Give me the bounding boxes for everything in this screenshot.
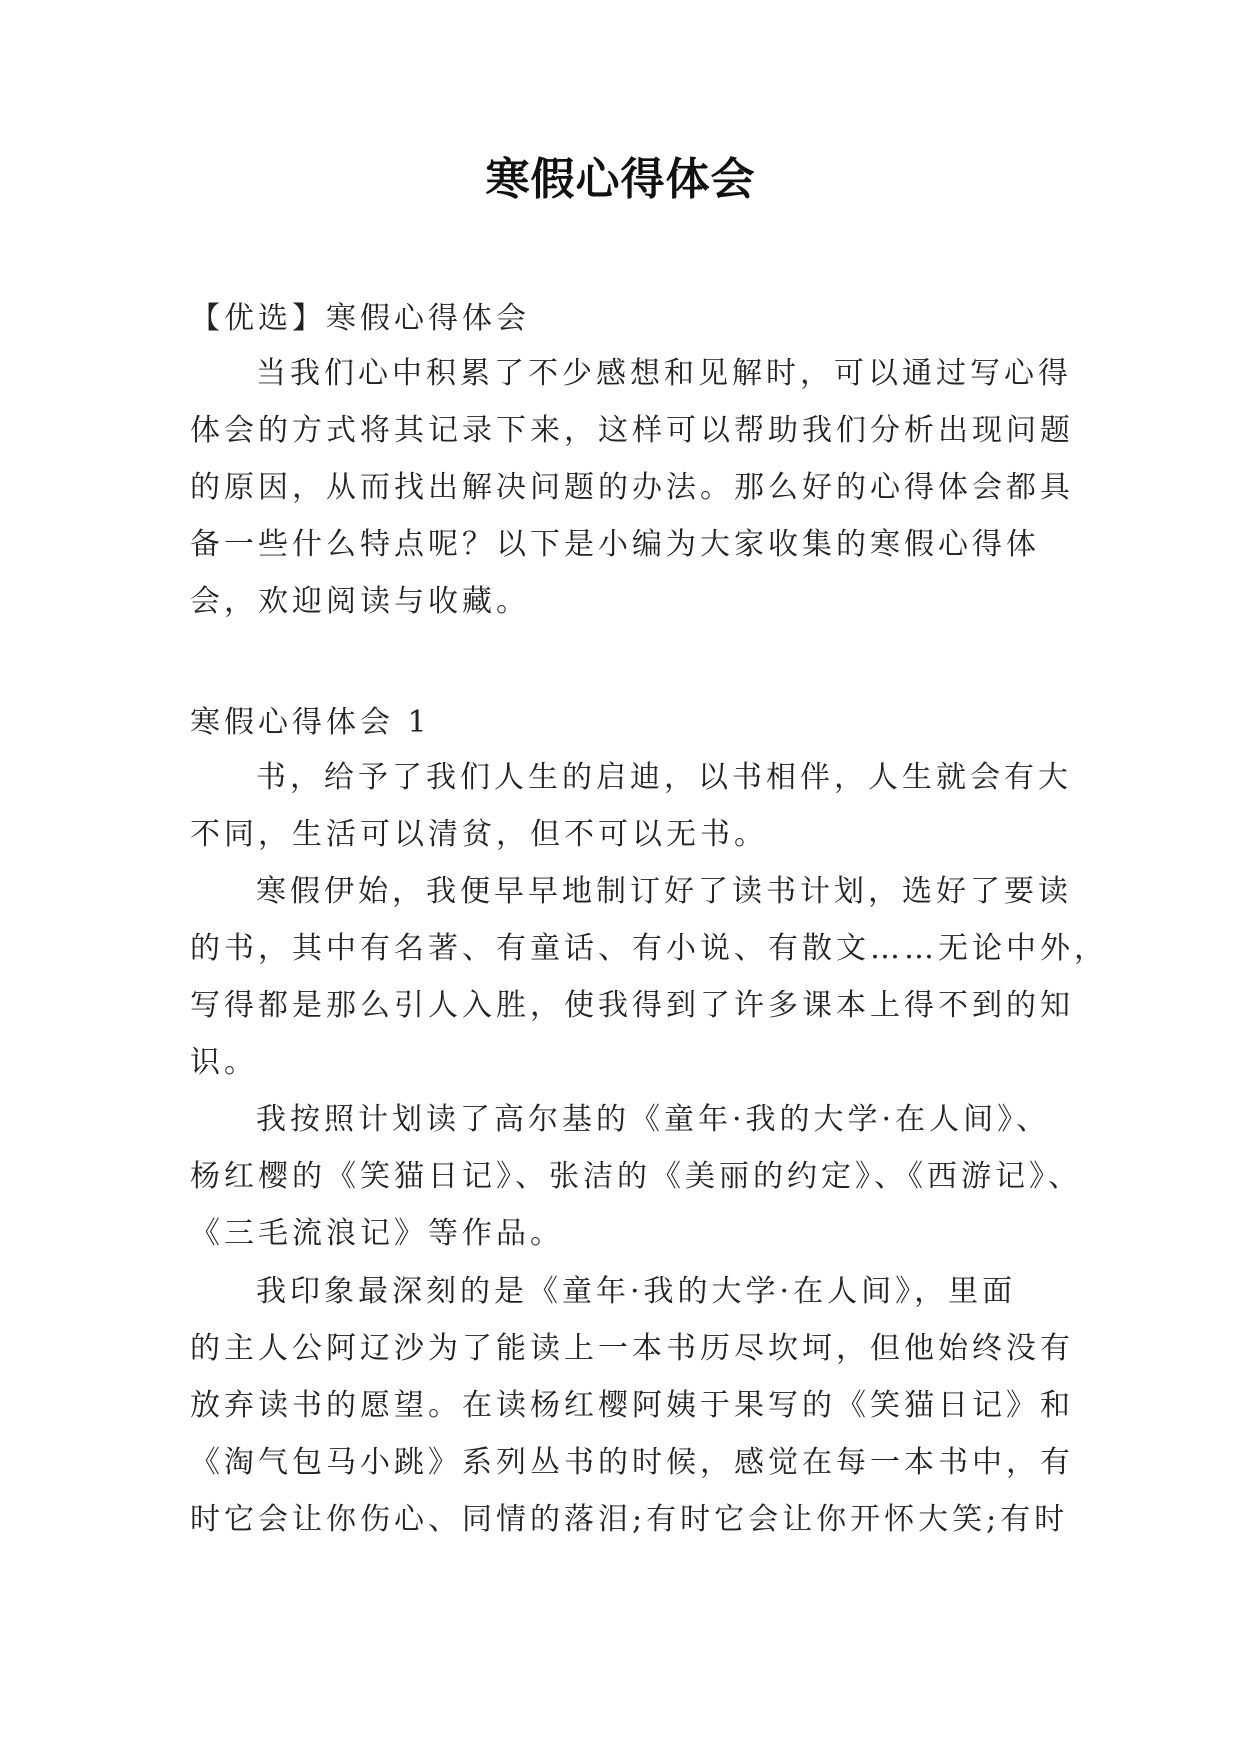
paragraph-line: 杨红樱的《笑猫日记》、张洁的《美丽的约定》、《西游记》、 <box>190 1159 1082 1194</box>
paragraph-line: 书，给予了我们人生的启迪，以书相伴，人生就会有大 <box>256 760 1072 795</box>
paragraph-line: 《淘气包马小跳》系列丛书的时候，感觉在每一本书中，有 <box>190 1445 1074 1480</box>
document-title: 寒假心得体会 <box>485 154 756 205</box>
paragraph-line: 我按照计划读了高尔基的《童年·我的大学·在人间》、 <box>256 1102 1051 1137</box>
paragraph-line: 的主人公阿辽沙为了能读上一本书历尽坎坷，但他始终没有 <box>190 1331 1074 1366</box>
paragraph-line: 我印象最深刻的是《童年·我的大学·在人间》，里面 <box>256 1274 1017 1309</box>
section-heading <box>190 694 1050 751</box>
body-paragraph <box>190 749 1072 863</box>
intro-line: 会，欢迎阅读与收藏。 <box>190 584 530 619</box>
paragraph-line: 《三毛流浪记》等作品。 <box>190 1216 564 1251</box>
body-paragraph <box>190 1091 1082 1262</box>
paragraph-line: 寒假伊始，我便早早地制订好了读书计划，选好了要读 <box>256 874 1072 909</box>
body-paragraph <box>190 863 1108 1091</box>
paragraph-line: 写得都是那么引人入胜，使我得到了许多课本上得不到的知 <box>190 988 1074 1023</box>
intro-paragraph <box>190 345 1074 630</box>
intro-line: 当我们心中积累了不少感想和见解时，可以通过写心得 <box>256 356 1072 391</box>
section-heading-line: 寒假心得体会 1 <box>190 705 431 740</box>
document-subtitle <box>190 290 1050 347</box>
paragraph-line: 放弃读书的愿望。在读杨红樱阿姨于果写的《笑猫日记》和 <box>190 1388 1074 1423</box>
body-paragraph <box>190 1263 1074 1548</box>
paragraph-line: 不同，生活可以清贫，但不可以无书。 <box>190 817 768 852</box>
intro-line: 备一些什么特点呢？以下是小编为大家收集的寒假心得体 <box>190 527 1040 562</box>
paragraph-line: 时它会让你伤心、同情的落泪;有时它会让你开怀大笑;有时 <box>190 1502 1069 1537</box>
intro-line: 的原因，从而找出解决问题的办法。那么好的心得体会都具 <box>190 470 1074 505</box>
paragraph-line: 识。 <box>190 1045 258 1080</box>
subtitle-line: 【优选】寒假心得体会 <box>190 301 530 336</box>
intro-line: 体会的方式将其记录下来，这样可以帮助我们分析出现问题 <box>190 413 1074 448</box>
paragraph-line: 的书，其中有名著、有童话、有小说、有散文……无论中外， <box>190 931 1108 966</box>
